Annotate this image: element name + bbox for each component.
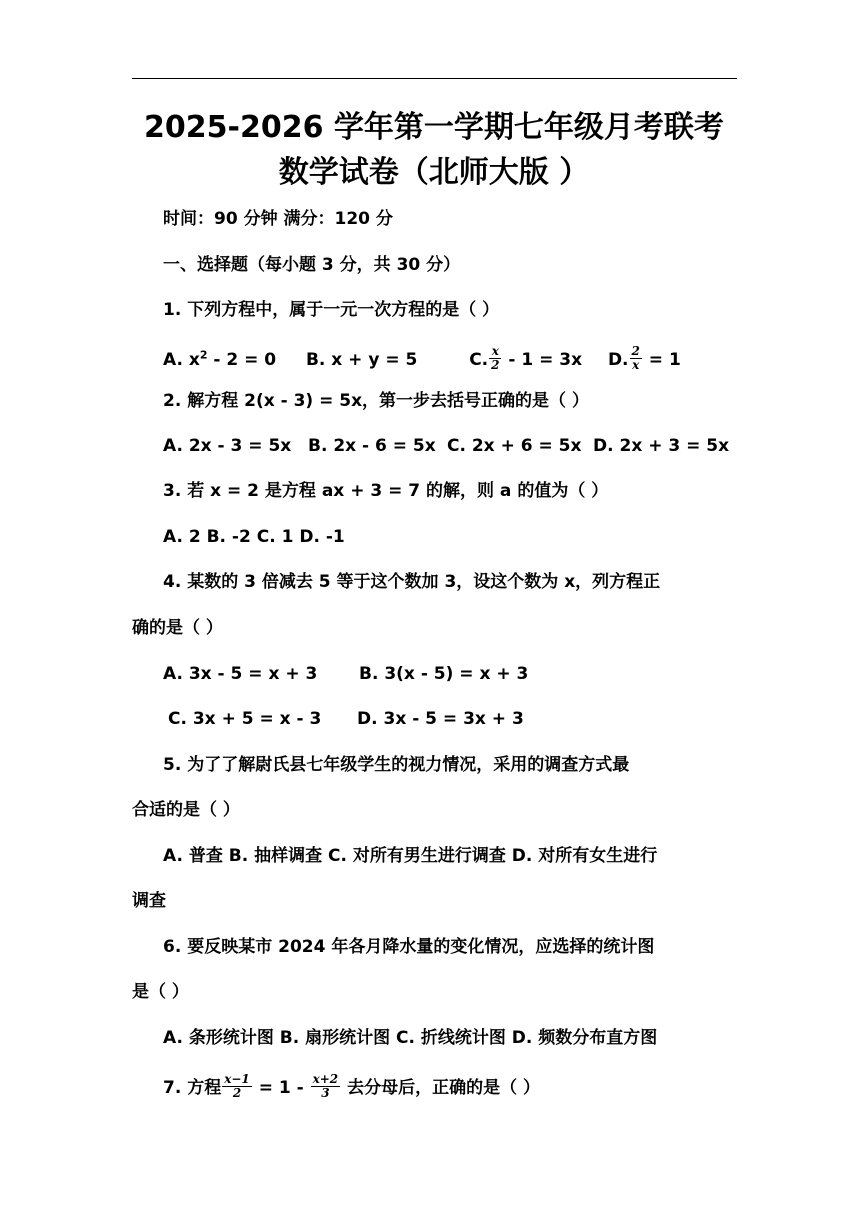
question-2-stem: 2. 解方程 2(x - 3) = 5x，第一步去括号正确的是（ ） <box>163 391 589 411</box>
fraction: $\frac{x}{2}$ <box>491 344 500 372</box>
fraction: $\frac{x+2}{3}$ <box>312 1072 339 1100</box>
option-b: B. x + y = 5 <box>305 350 418 371</box>
question-1-options <box>163 344 681 373</box>
question-3-options: A. 2 B. -2 C. 1 D. -1 <box>163 527 345 547</box>
question-4-option-a: A. 3x - 5 = x + 3 <box>163 664 318 684</box>
header-rule <box>132 78 737 79</box>
exam-title-line1: 2025-2026 学年第一学期七年级月考联考 <box>144 110 724 145</box>
question-4-stem-line2: 确的是（ ） <box>132 618 223 638</box>
question-3-stem: 3. 若 x = 2 是方程 ax + 3 = 7 的解，则 a 的值为（ ） <box>163 481 609 501</box>
question-2-option-b: B. 2x - 6 = 5x <box>308 436 436 456</box>
question-6-stem-line2: 是（ ） <box>132 982 189 1002</box>
exam-meta: 时间：90 分钟 满分：120 分 <box>163 209 393 229</box>
question-4-option-b: B. 3(x - 5) = x + 3 <box>359 664 529 684</box>
fraction: $\frac{x-1}{2}$ <box>224 1072 250 1100</box>
question-5-options-line1: A. 普查 B. 抽样调查 C. 对所有男生进行调查 D. 对所有女生进行 <box>163 846 658 866</box>
question-4-option-d: D. 3x - 5 = 3x + 3 <box>357 709 524 729</box>
option-c: C. $\frac{x}{2}$ - 1 = 3x <box>469 344 583 372</box>
question-5-options-line2: 调查 <box>132 891 166 911</box>
option-a: A. $x^2 - 2 = 0$ <box>163 348 277 371</box>
question-5-stem-line2: 合适的是（ ） <box>132 800 240 820</box>
question-2-option-c: C. 2x + 6 = 5x <box>447 436 582 456</box>
question-5-stem-line1: 5. 为了了解尉氏县七年级学生的视力情况，采用的调查方式最 <box>163 755 630 775</box>
question-4-option-c: C. 3x + 5 = x - 3 <box>168 709 322 729</box>
question-2-option-a: A. 2x - 3 = 5x <box>163 436 292 456</box>
section-heading: 一、选择题（每小题 3 分，共 30 分） <box>163 255 461 275</box>
question-7-stem: 7. 方程 $\frac{x-1}{2}$ = 1 - $\frac{x+2}{3}$ 去分母后，正确的是（ ） <box>163 1072 540 1100</box>
exam-title-line2: 数学试卷（北师大版 ） <box>278 155 590 190</box>
option-d: D. $\frac{2}{x}$ = 1 <box>607 344 681 372</box>
question-2-option-d: D. 2x + 3 = 5x <box>593 436 730 456</box>
question-6-stem-line1: 6. 要反映某市 2024 年各月降水量的变化情况，应选择的统计图 <box>163 937 655 957</box>
question-1-stem: 1. 下列方程中，属于一元一次方程的是（ ） <box>163 300 500 320</box>
question-4-stem-line1: 4. 某数的 3 倍减去 5 等于这个数加 3，设这个数为 x，列方程正 <box>163 572 661 592</box>
question-6-options: A. 条形统计图 B. 扇形统计图 C. 折线统计图 D. 频数分布直方图 <box>163 1028 658 1048</box>
fraction: $\frac{2}{x}$ <box>631 344 640 372</box>
